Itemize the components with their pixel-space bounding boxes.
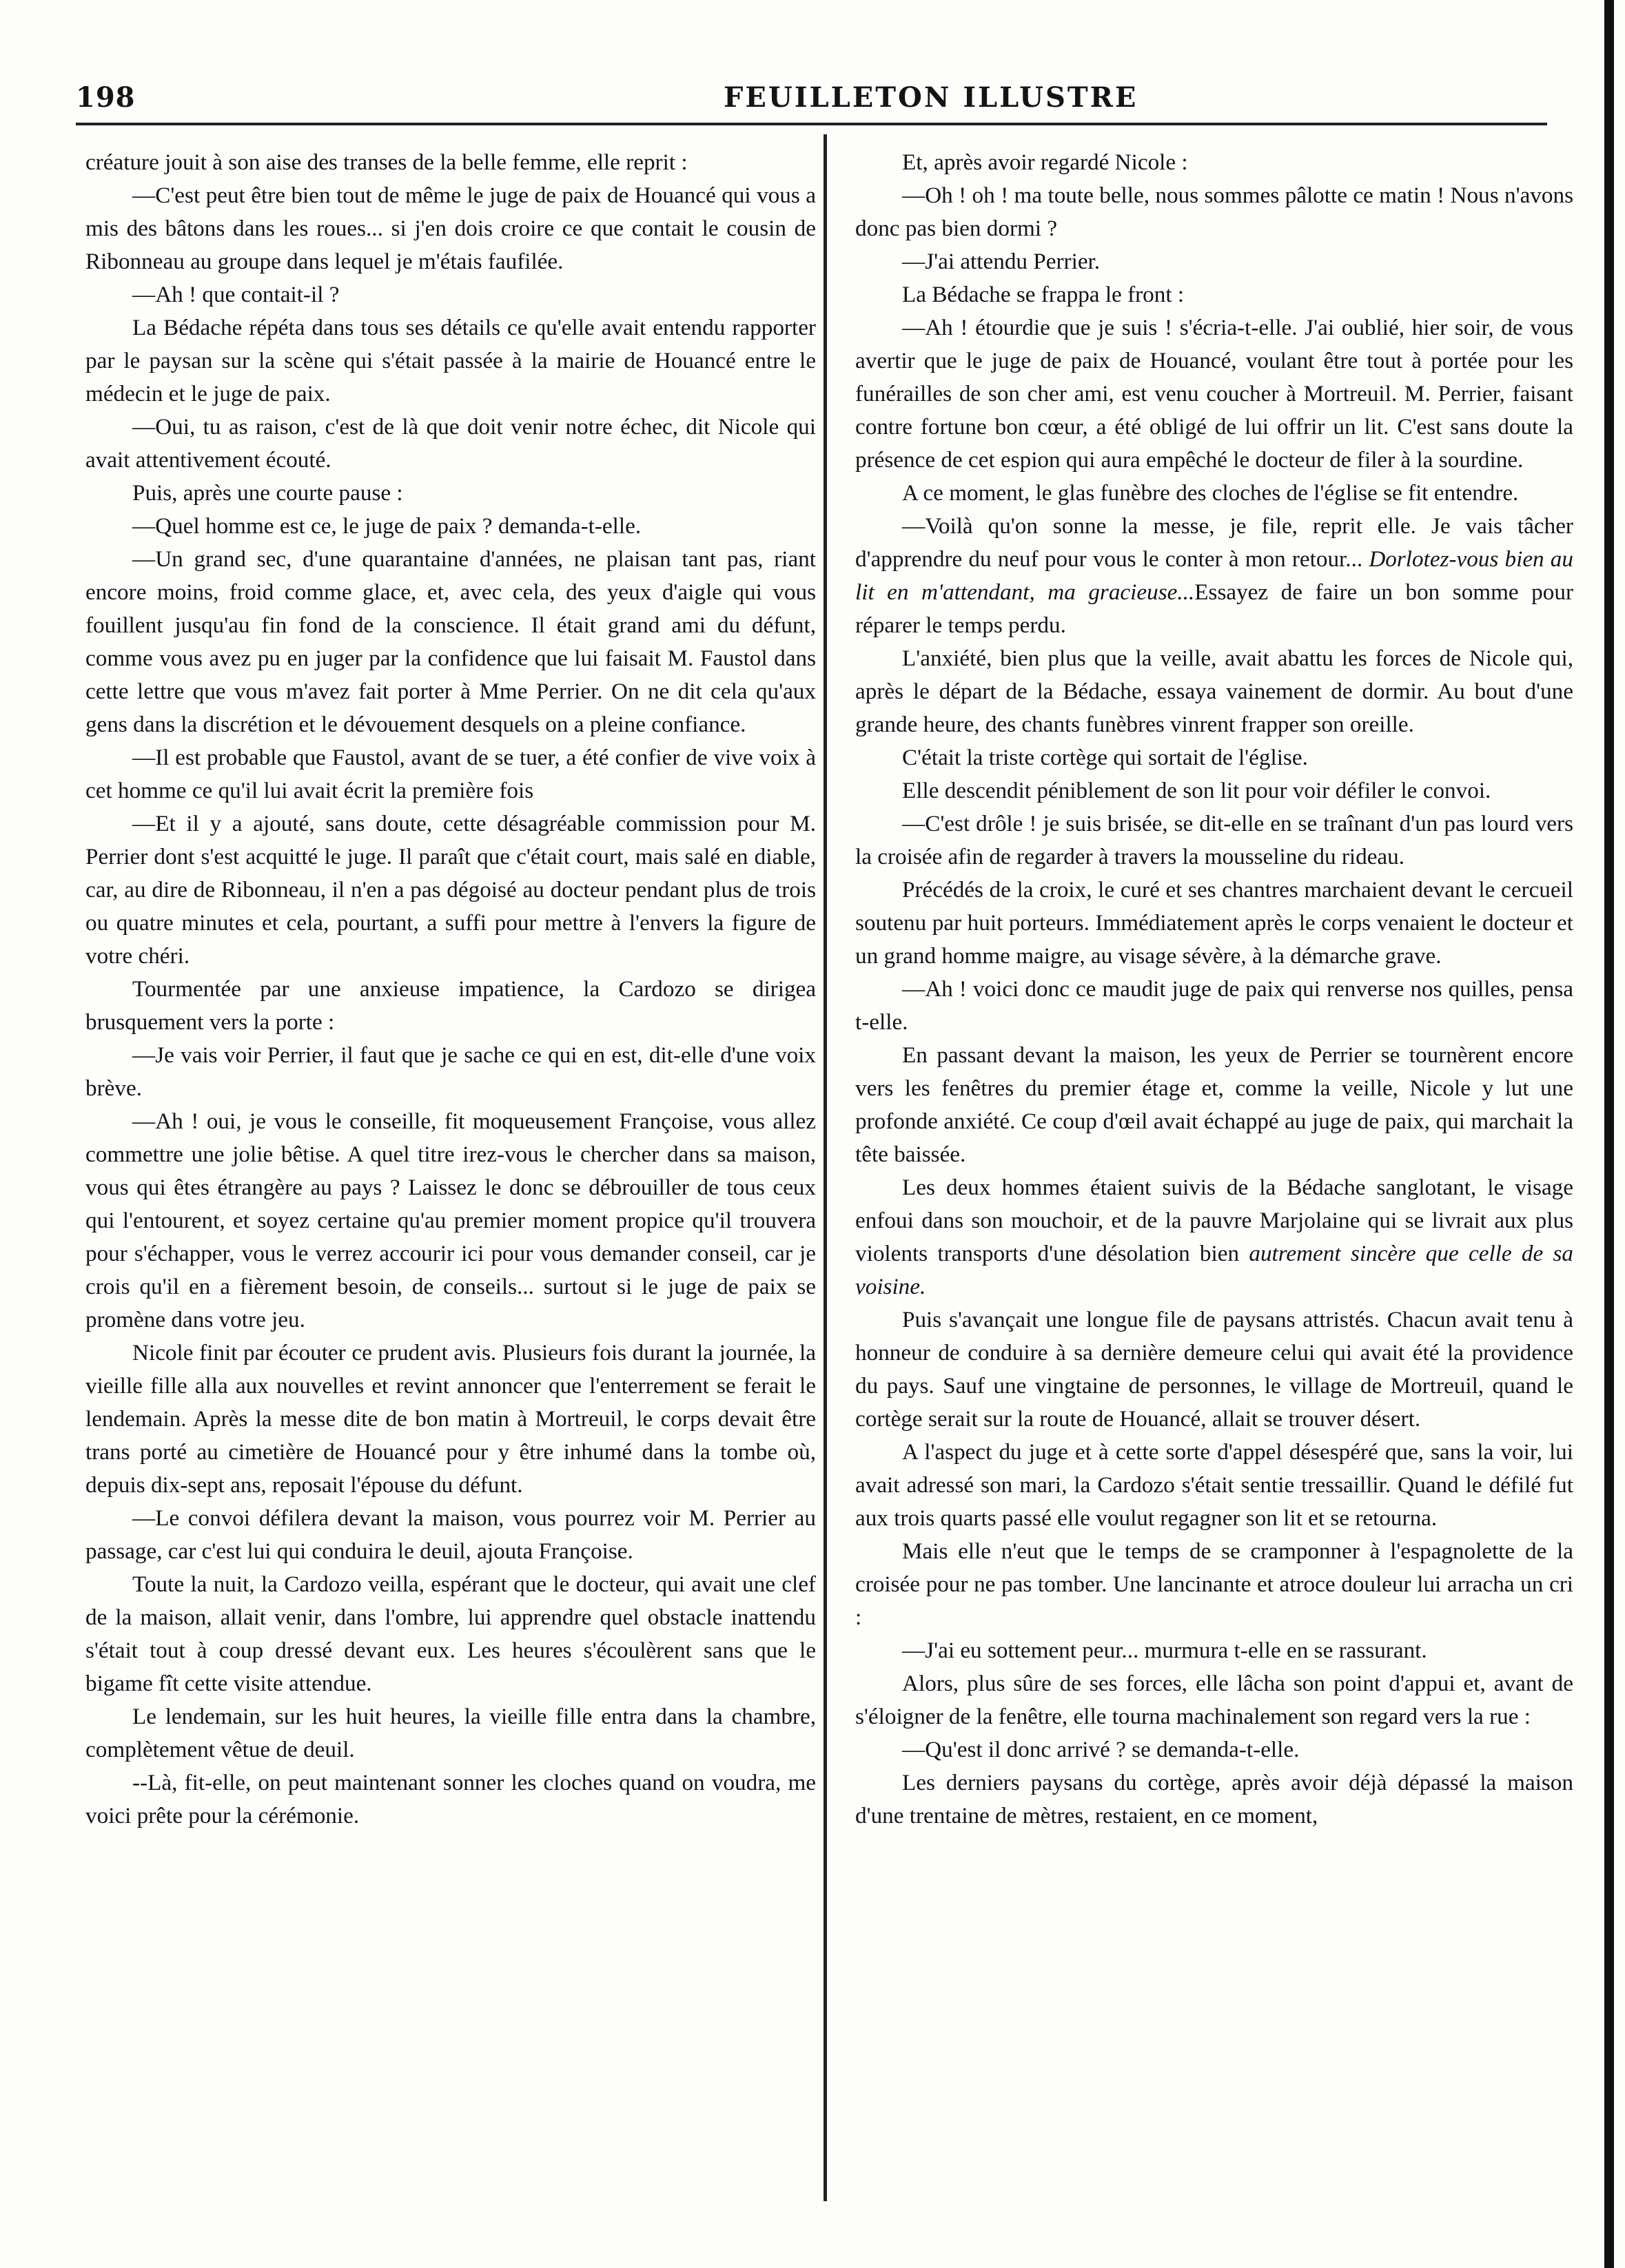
paragraph: —Oh ! oh ! ma toute belle, nous sommes pâlotte ce matin ! Nous n'avons donc pas bien dormi ? — [855, 183, 1573, 241]
paragraph — [855, 1171, 1573, 1303]
paragraph: —Un grand sec, d'une quarantaine d'années, ne plaisan tant pas, riant encore moins, froid comme glace, et, avec cela, des yeux d'aigle qui vous fouillent jusqu'au fin fond de la conscience. Il était grand ami du défunt, comme vous avez pu en juger par la confidence que lui faisait M. Faustol dans cette lettre que vous m'avez fait porter à Mme Perrier. On ne dit cela qu'aux gens dans la discrétion et le dévouement desquels on a pleine confiance. — [85, 546, 816, 737]
paragraph: —Je vais voir Perrier, il faut que je sache ce qui en est, dit-elle d'une voix brève. — [85, 1042, 816, 1101]
page-number: 198 — [76, 81, 136, 114]
paragraph: —Quel homme est ce, le juge de paix ? demanda-t-elle. — [132, 513, 642, 539]
paragraph: Nicole finit par écouter ce prudent avis. Plusieurs fois durant la journée, la vieille fille alla aux nouvelles et revint annoncer que l'enterrement se ferait le lendemain. Après la messe dite de bon matin à Mortreuil, le corps devait être trans porté au cimetière de Houancé pour y être inhumé dans la tombe où, depuis dix-sept ans, reposait l'épouse du défunt. — [85, 1340, 816, 1498]
paragraph: —Le convoi défilera devant la maison, vous pourrez voir M. Perrier au passage, car c'est lui qui conduira le deuil, ajouta Françoise. — [85, 1505, 816, 1564]
paragraph: Les derniers paysans du cortège, après avoir déjà dépassé la maison d'une trentaine de mètres, restaient, en ce moment, — [855, 1770, 1573, 1828]
paragraph: Précédés de la croix, le curé et ses chantres marchaient devant le cercueil soutenu par huit porteurs. Immédiatement après le corps venaient le docteur et un grand homme maigre, au visage sévère, à la démarche grave. — [855, 877, 1573, 969]
paragraph: créature jouit à son aise des transes de la belle femme, elle reprit : — [85, 150, 688, 175]
paragraph: —C'est peut être bien tout de même le juge de paix de Houancé qui vous a mis des bâtons dans les roues... si j'en dois croire ce que contait le cousin de Ribonneau au groupe dans lequel je m'étais faufilée. — [85, 183, 816, 274]
page-edge-bar — [1604, 0, 1614, 2268]
column-divider — [824, 134, 827, 2201]
paragraph: Puis s'avançait une longue file de paysans attristés. Chacun avait tenu à honneur de conduire à sa dernière demeure celui qui avait été la providence du pays. Sauf une vingtaine de personnes, le village de Mortreuil, quand le cortège serait sur la route de Houancé, allait se trouver désert. — [855, 1307, 1573, 1432]
paragraph: —Qu'est il donc arrivé ? se demanda-t-elle. — [902, 1737, 1300, 1762]
paragraph: Le lendemain, sur les huit heures, la vieille fille entra dans la chambre, complètement vêtue de deuil. — [85, 1704, 816, 1762]
paragraph: —Ah ! étourdie que je suis ! s'écria-t-elle. J'ai oublié, hier soir, de vous avertir que le juge de paix de Houancé, voulant être tout à portée pour les funérailles de son cher ami, est venu coucher à Mortreuil. M. Perrier, faisant contre fortune bon cœur, a été obligé de lui offrir un lit. C'est sans doute la présence de cet espion qui aura empêché le docteur de filer à la sourdine. — [855, 315, 1573, 473]
paragraph — [855, 510, 1573, 642]
paragraph: Tourmentée par une anxieuse impatience, la Cardozo se dirigea brusquement vers la porte : — [85, 976, 816, 1035]
page-header — [76, 81, 1547, 123]
paragraph: Et, après avoir regardé Nicole : — [902, 150, 1188, 175]
paragraph: —J'ai attendu Perrier. — [902, 249, 1101, 274]
paragraph: La Bédache se frappa le front : — [902, 282, 1185, 307]
paragraph: —Ah ! oui, je vous le conseille, fit moqueusement Françoise, vous allez commettre une jolie bêtise. A quel titre irez-vous le chercher dans sa maison, vous qui êtes étrangère au pays ? Laissez le donc se débrouiller de tous ceux qui l'entourent, et soyez certaine qu'au premier moment propice qu'il trouvera pour s'échapper, vous le verrez accourir ici pour vous demander conseil, car je crois qu'il en a fièrement besoin, de conseils... surtout si le juge de paix se promène dans votre jeu. — [85, 1109, 816, 1332]
paragraph-text: Les deux hommes étaient suivis de la Bédache sanglotant, le visage enfoui dans son mouchoir, et de la pauvre Marjolaine qui se livrait aux plus violents transports d'une désolation bien — [855, 1175, 1573, 1266]
paragraph: —Ah ! voici donc ce maudit juge de paix qui renverse nos quilles, pensa t-elle. — [855, 976, 1573, 1035]
paragraph: Puis, après une courte pause : — [132, 480, 403, 506]
italic-text: Dorlotez-vous bien au lit en m'attendant, ma gracieuse... — [855, 546, 1573, 605]
paragraph: La Bédache répéta dans tous ses détails ce qu'elle avait entendu rapporter par le paysan sur la scène qui s'était passée à la mairie de Houancé entre le médecin et le juge de paix. — [85, 315, 816, 406]
paragraph: A ce moment, le glas funèbre des cloches de l'église se fit entendre. — [902, 480, 1519, 506]
paragraph: —Et il y a ajouté, sans doute, cette désagréable commission pour M. Perrier dont s'est acquitté le juge. Il paraît que c'était court, mais salé en diable, car, au dire de Ribonneau, il n'en a pas dégoisé au docteur pendant plus de trois ou quatre minutes et cela, pourtant, a suffi pour mettre à l'envers la figure de votre chéri. — [85, 811, 816, 969]
paragraph: —Ah ! que contait-il ? — [132, 282, 340, 307]
running-title: FEUILLETON ILLUSTRE — [724, 81, 1138, 114]
paragraph: Elle descendit péniblement de son lit pour voir défiler le convoi. — [902, 778, 1491, 803]
paragraph: Toute la nuit, la Cardozo veilla, espérant que le docteur, qui avait une clef de la maison, allait venir, dans l'ombre, lui apprendre quel obstacle inattendu s'était tout à coup dressé devant eux. Les heures s'écoulèrent sans que le bigame fît cette visite attendue. — [85, 1571, 816, 1696]
paragraph-text: —Voilà qu'on sonne la messe, je file, reprit elle. Je vais tâcher d'apprendre du neuf pour vous le conter à mon retour... — [855, 513, 1573, 572]
paragraph: Mais elle n'eut que le temps de se cramponner à l'espagnolette de la croisée pour ne pas tomber. Une lancinante et atroce douleur lui arracha un cri : — [855, 1538, 1573, 1630]
paragraph: A l'aspect du juge et à cette sorte d'appel désespéré que, sans la voir, lui avait adressé son mari, la Cardozo s'était sentie tressaillir. Quand le défilé fut aux trois quarts passé elle voulut regagner son lit et se retourna. — [855, 1439, 1573, 1531]
paragraph: —Il est probable que Faustol, avant de se tuer, a été confier de vive voix à cet homme ce qu'il lui avait écrit la première fois — [85, 745, 816, 803]
header-rule — [76, 123, 1547, 125]
paragraph: —Oui, tu as raison, c'est de là que doit venir notre échec, dit Nicole qui avait attentivement écouté. — [85, 414, 816, 473]
paragraph: —C'est drôle ! je suis brisée, se dit-elle en se traînant d'un pas lourd vers la croisée afin de regarder à travers la mousseline du rideau. — [855, 811, 1573, 869]
paragraph: C'était la triste cortège qui sortait de l'église. — [902, 745, 1308, 770]
italic-text: autrement sincère que celle de sa voisine. — [855, 1241, 1573, 1299]
right-column — [855, 146, 1573, 1833]
paragraph: Alors, plus sûre de ses forces, elle lâcha son point d'appui et, avant de s'éloigner de la fenêtre, elle tourna machinalement son regard vers la rue : — [855, 1671, 1573, 1729]
paragraph: --Là, fit-elle, on peut maintenant sonner les cloches quand on voudra, me voici prête pour la cérémonie. — [85, 1770, 816, 1828]
paragraph: En passant devant la maison, les yeux de Perrier se tournèrent encore vers les fenêtres du premier étage et, comme la veille, Nicole y lut une profonde anxiété. Ce coup d'œil avait échappé au juge de paix, qui marchait la tête baissée. — [855, 1042, 1573, 1167]
paragraph: —J'ai eu sottement peur... murmura t-elle en se rassurant. — [902, 1638, 1427, 1663]
paragraph-text: Essayez de faire un bon somme pour réparer le temps perdu. — [855, 579, 1573, 638]
paragraph: L'anxiété, bien plus que la veille, avait abattu les forces de Nicole qui, après le départ de la Bédache, essaya vainement de dormir. Au bout d'une grande heure, des chants funèbres vinrent frapper son oreille. — [855, 646, 1573, 737]
left-column — [85, 146, 816, 1833]
